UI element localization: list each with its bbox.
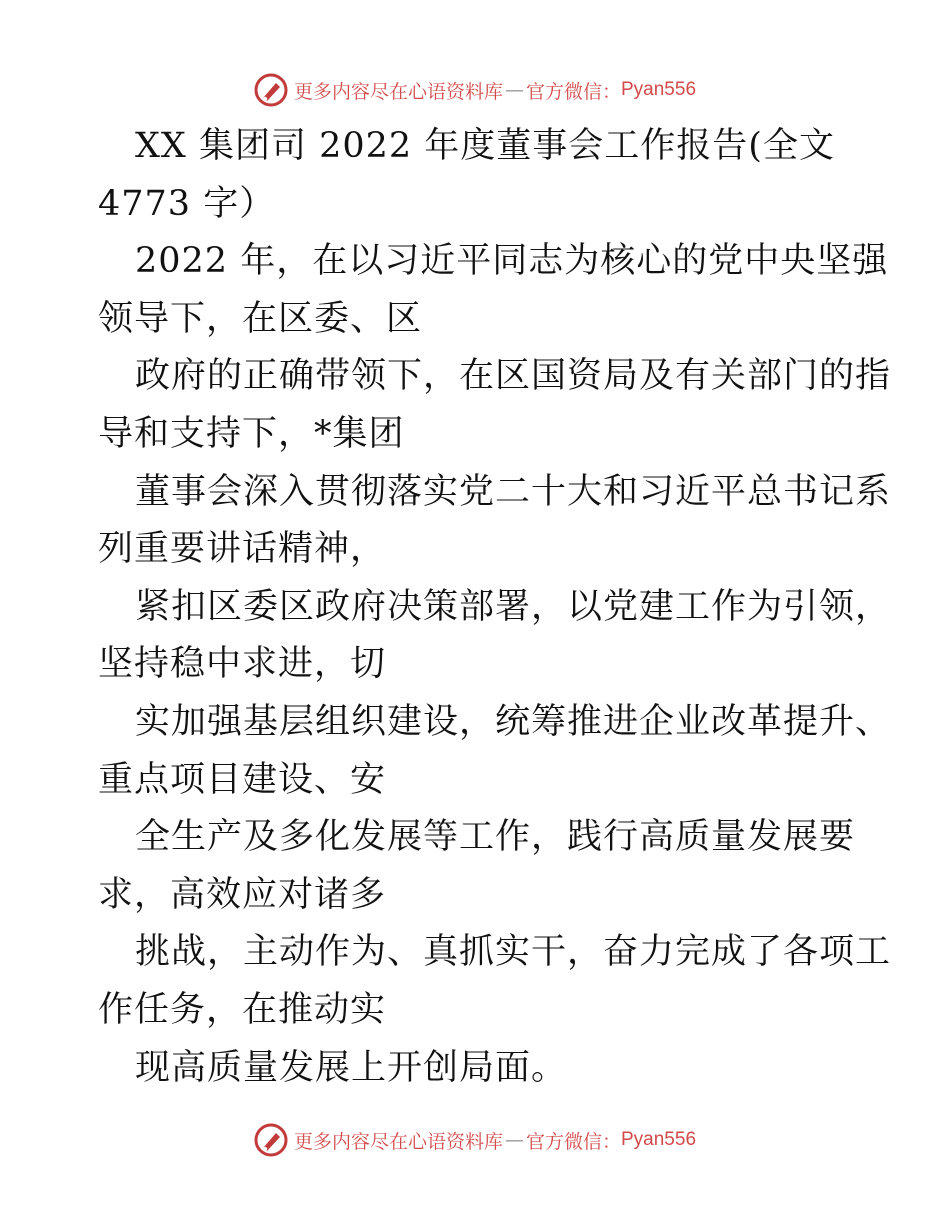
paragraph-line: 董事会深入贯彻落实党二十大和习近平总书记系 [135, 471, 892, 512]
watermark-main-text: 更多内容尽在心语资料库 [293, 1130, 503, 1153]
pen-logo-icon [254, 73, 288, 107]
footer-watermark [0, 1120, 950, 1160]
watermark-wechat-label: 官方微信： [525, 80, 621, 103]
paragraph-line: 现高质量发展上开创局面。 [135, 1047, 568, 1088]
paragraph-line: 实加强基层组织建设，统筹推进企业改革提升、 [135, 701, 892, 742]
paragraph-line: 重点项目建设、安 [98, 759, 387, 800]
watermark-separator: — [504, 79, 524, 101]
watermark-main-text: 更多内容尽在心语资料库 [293, 80, 503, 103]
paragraph-line: 作任务，在推动实 [98, 989, 387, 1030]
paragraph-line: 导和支持下，*集团 [98, 413, 405, 454]
paragraph-line: 政府的正确带领下，在区国资局及有关部门的指 [135, 356, 892, 397]
header-watermark [0, 70, 950, 110]
watermark-wechat-id: Pyan556 [621, 1129, 697, 1150]
paragraph-line: 列重要讲话精神， [98, 529, 387, 570]
document-title-line: XX 集团司 2022 年度董事会工作报告(全文 [135, 126, 835, 166]
document-title-line: 4773 字） [98, 183, 276, 224]
paragraph-line: 全生产及多化发展等工作，践行高质量发展要 [135, 817, 856, 858]
paragraph-line: 求，高效应对诸多 [98, 874, 387, 915]
paragraph-line: 2022 年，在以习近平同志为核心的党中央坚强 [135, 241, 889, 282]
paragraph-line: 领导下，在区委、区 [98, 298, 423, 339]
paragraph-line: 紧扣区委区政府决策部署，以党建工作为引领， [135, 586, 892, 627]
paragraph-line: 挑战，主动作为、真抓实干，奋力完成了各项工 [135, 932, 892, 973]
watermark-wechat-id: Pyan556 [621, 79, 697, 100]
paragraph-line: 坚持稳中求进，切 [98, 644, 387, 685]
pen-logo-icon [254, 1123, 288, 1157]
watermark-wechat-label: 官方微信： [525, 1130, 621, 1153]
watermark-separator: — [504, 1129, 524, 1151]
document-body [0, 118, 950, 1097]
